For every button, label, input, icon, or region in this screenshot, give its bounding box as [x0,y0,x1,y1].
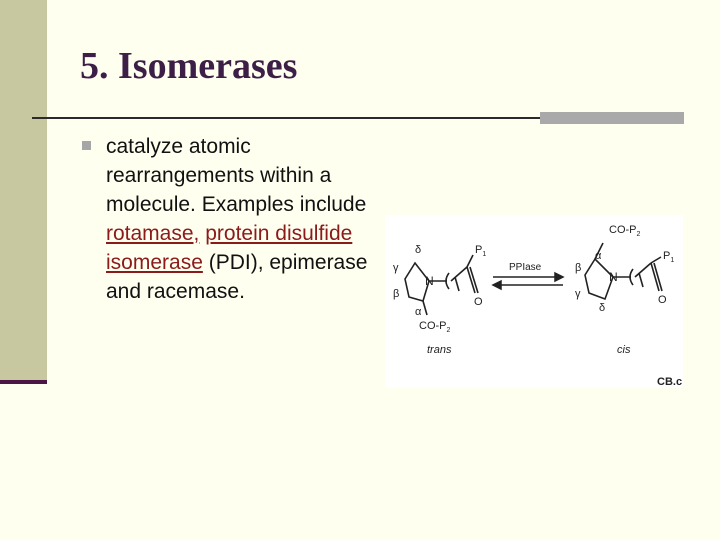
trans-caption: trans [427,344,452,356]
ppiase-label: PPIase [509,262,542,273]
curved-arrow-right [639,273,643,287]
gamma-label-right: γ [575,288,581,300]
rotation-arc-right [630,269,633,285]
rotation-arc-left [446,273,449,289]
proline-isomerization-figure [385,215,683,388]
p1-label-right: $P_1$ [663,250,675,264]
bullet-text-intro: catalyze atomic rearrangements within a molecule. Examples include [106,135,367,216]
delta-label-left: δ [415,244,422,256]
bullet-text-outro: (PDI), epimerase and racemase. [106,251,368,303]
co-p2-label-left: $CO-P_2$ [419,320,451,334]
figure-corner-mark: CB.c [657,376,683,388]
cis-caption: cis [617,344,631,356]
o-label-left: O [474,296,483,308]
isomerization-diagram [385,215,683,388]
alpha-label-right: α [595,250,602,262]
curved-arrow-left [455,277,459,291]
equilibrium-arrows [493,273,563,289]
link-rotamase[interactable]: rotamase, [106,222,200,245]
beta-label-right: β [575,262,582,274]
link-protein-disulfide-isomerase[interactable]: protein disulfide isomerase [106,222,353,274]
title-rule [32,117,542,119]
bullet-text [106,132,386,306]
beta-label-left: β [393,288,400,300]
delta-label-right: δ [599,302,606,314]
n-label-left: N [425,274,434,288]
p1-label-left: $P_1$ [475,244,487,258]
co-p2-label-right: $CO-P_2$ [609,224,641,238]
title-rule-accent [540,112,684,124]
o-label-right: O [658,294,667,306]
n-label-right: N [609,270,618,284]
side-stripe [0,0,47,382]
side-stripe-accent [0,380,47,384]
bullet-square-icon [82,141,91,150]
alpha-label-left: α [415,306,422,318]
gamma-label-left: γ [393,262,399,274]
slide-title: 5. Isomerases [80,45,298,87]
